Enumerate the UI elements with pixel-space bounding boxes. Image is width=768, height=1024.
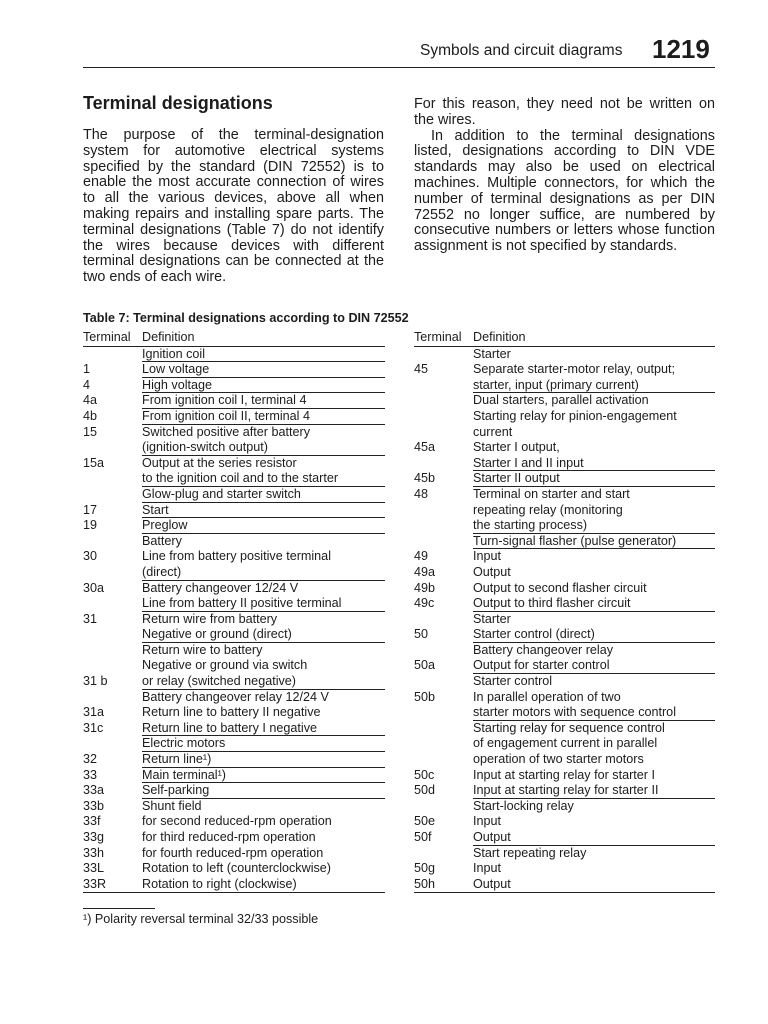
table-row <box>414 347 715 363</box>
table-row <box>414 409 715 425</box>
terminal-definition: Output at the series resistor <box>142 455 297 470</box>
table-row <box>83 721 385 737</box>
terminal-code <box>414 393 473 409</box>
terminal-definition: In parallel operation of two <box>473 689 621 704</box>
table-caption: Table 7: Terminal designations according to DIN 72552 <box>83 311 409 325</box>
table-row <box>83 471 385 487</box>
terminal-code: 50a <box>414 658 436 673</box>
terminal-code: 15 <box>83 424 98 439</box>
table-row <box>83 705 385 721</box>
terminal-definition: Start <box>142 503 385 519</box>
table-row <box>414 643 715 659</box>
table-row <box>83 830 385 846</box>
terminal-code: 49a <box>414 564 436 579</box>
table-row <box>83 674 385 690</box>
terminal-code: 4b <box>83 408 98 423</box>
terminal-code: 33h <box>83 845 105 860</box>
table-body-right <box>414 347 715 894</box>
terminal-definition: Output <box>473 876 511 891</box>
table-row <box>83 378 385 394</box>
terminal-code <box>83 596 142 612</box>
column-header-terminal: Terminal <box>414 330 462 344</box>
terminal-definition: Starter I output, <box>473 440 560 455</box>
terminal-code: 49b <box>414 580 436 595</box>
table-row <box>83 861 385 877</box>
terminal-code: 50e <box>414 814 436 829</box>
table-row <box>83 503 385 519</box>
table-row <box>414 705 715 721</box>
terminal-code: 33f <box>83 814 101 829</box>
terminal-code: 31c <box>83 720 104 735</box>
table-row <box>83 534 385 550</box>
terminal-definition: Starting relay for sequence control <box>473 720 665 735</box>
table-row <box>414 814 715 830</box>
body-paragraph: In addition to the terminal designations listed, designations according to DIN VDE standards may also be used on electrical machines. Multiple connectors, for which the number of terminal designations as per DIN 72552 no longer suffice, are numbered by consecutive numbers or letters whose function assignment is not specified by standards. <box>414 127 715 255</box>
footnote: ¹) Polarity reversal terminal 32/33 possible <box>83 912 319 926</box>
table-row <box>83 456 385 472</box>
terminal-code: 50g <box>414 861 436 876</box>
terminal-definition: Return wire from battery <box>142 611 278 626</box>
table-row <box>414 534 715 550</box>
terminal-code <box>414 347 473 363</box>
terminal-code: 33b <box>83 798 105 813</box>
table-row <box>414 768 715 784</box>
terminal-code <box>414 705 473 721</box>
terminal-definition: Start repeating relay <box>473 845 587 860</box>
terminal-definition: Start-locking relay <box>473 798 574 813</box>
terminal-code <box>83 736 142 752</box>
table-row <box>414 736 715 752</box>
terminal-definition: Rotation to left (counterclockwise) <box>142 861 331 876</box>
table-row <box>414 440 715 456</box>
table-row <box>414 627 715 643</box>
terminal-code: 33R <box>83 876 107 891</box>
terminal-definition: Line from battery positive terminal <box>142 549 331 564</box>
terminal-definition: Dual starters, parallel activation <box>473 393 649 408</box>
terminal-definition: Battery <box>142 533 182 548</box>
table-row <box>414 518 715 534</box>
table-row <box>414 362 715 378</box>
table-row <box>83 736 385 752</box>
terminal-definition: Starter <box>473 611 511 626</box>
terminal-definition: Return wire to battery <box>142 642 263 657</box>
table-row <box>414 861 715 877</box>
table-row <box>83 877 385 893</box>
terminal-definition: Starter control (direct) <box>473 627 715 643</box>
terminal-definition: Separate starter-motor relay, output; <box>473 362 676 377</box>
terminal-definition: the starting process) <box>473 518 715 534</box>
terminal-code: 31a <box>83 705 105 720</box>
table-row <box>414 674 715 690</box>
table-row <box>414 581 715 597</box>
terminal-code: 33g <box>83 830 105 844</box>
terminal-definition: Preglow <box>142 518 385 534</box>
terminal-definition: Starter I and II input <box>473 456 715 472</box>
terminal-definition: (direct) <box>142 565 385 581</box>
terminal-definition: Starter control <box>473 674 553 689</box>
terminal-code: 1 <box>83 362 91 377</box>
terminal-definition: Glow-plug and starter switch <box>142 487 385 503</box>
table-row <box>414 612 715 628</box>
table-row <box>414 721 715 737</box>
table-row <box>83 347 385 363</box>
table-row <box>83 658 385 674</box>
terminal-code <box>414 378 473 394</box>
terminal-code: 48 <box>414 486 429 501</box>
terminal-code: 31 b <box>83 674 108 689</box>
table-row <box>83 690 385 706</box>
terminal-definition: current <box>473 424 513 439</box>
terminal-definition: Input <box>473 814 502 829</box>
column-header-terminal: Terminal <box>83 330 131 344</box>
terminal-code: 50 <box>414 627 429 642</box>
terminal-code: 50f <box>414 830 432 844</box>
terminal-definition: Battery changeover relay <box>473 642 614 657</box>
terminal-definition: Output <box>473 564 511 579</box>
running-header-section: Symbols and circuit diagrams <box>420 42 623 59</box>
terminal-definition: Negative or ground via switch <box>142 658 308 673</box>
table-row <box>83 581 385 597</box>
terminal-code: 45b <box>414 471 436 486</box>
table-row <box>414 487 715 503</box>
table-body-left <box>83 347 385 894</box>
terminal-definition: Output to second flasher circuit <box>473 580 647 595</box>
terminal-definition: Starter II output <box>473 471 715 487</box>
terminal-code <box>83 471 142 487</box>
terminal-code: 33a <box>83 783 105 798</box>
table-row <box>83 409 385 425</box>
terminal-definition: starter, input (primary current) <box>473 378 715 394</box>
body-paragraph: The purpose of the terminal-designation system for automotive electrical systems specified by the standard (DIN 72552) is to enable the most accurate connection of wires to all the various devices, above all when making repairs and installing spare parts. The terminal designations (Table 7) do not identify the wires because devices with different terminal designations can be connected at the two ends of each wire. <box>83 127 384 286</box>
terminal-code <box>414 534 473 550</box>
table-row <box>83 487 385 503</box>
terminal-definition: Return line to battery I negative <box>142 721 385 737</box>
terminal-definition: for third reduced-rpm operation <box>142 830 316 844</box>
table-row <box>83 768 385 784</box>
terminal-code: 19 <box>83 518 98 533</box>
terminal-code <box>83 565 142 581</box>
table-row <box>83 440 385 456</box>
terminal-code: 45a <box>414 440 436 455</box>
terminal-definition: Negative or ground (direct) <box>142 627 385 643</box>
terminal-definition: Starting relay for pinion-engagement <box>473 408 677 423</box>
table-row <box>83 783 385 799</box>
table-row <box>83 846 385 862</box>
terminal-code: 50b <box>414 689 436 704</box>
terminal-table-left <box>83 330 385 893</box>
terminal-definition: Self-parking <box>142 783 385 799</box>
terminal-code: 30a <box>83 580 105 595</box>
terminal-code: 15a <box>83 455 105 470</box>
terminal-code <box>83 643 142 659</box>
terminal-definition: Ignition coil <box>142 347 385 363</box>
right-text-column <box>414 97 715 255</box>
terminal-code <box>414 674 473 690</box>
table-row <box>83 627 385 643</box>
terminal-definition: Low voltage <box>142 362 385 378</box>
terminal-code: 50c <box>414 767 435 782</box>
terminal-code <box>83 627 142 643</box>
terminal-definition: Return line¹) <box>142 752 385 768</box>
terminal-definition: repeating relay (monitoring <box>473 502 623 517</box>
table-row <box>414 565 715 581</box>
terminal-code: 17 <box>83 502 98 517</box>
terminal-code <box>414 721 473 737</box>
terminal-code: 32 <box>83 752 98 767</box>
terminal-code <box>414 409 473 425</box>
table-row <box>83 518 385 534</box>
terminal-definition: Shunt field <box>142 798 202 813</box>
terminal-definition: From ignition coil II, terminal 4 <box>142 409 385 425</box>
terminal-definition: or relay (switched negative) <box>142 674 385 690</box>
header-rule <box>83 67 715 68</box>
terminal-definition: Switched positive after battery <box>142 424 310 439</box>
terminal-code <box>83 690 142 706</box>
table-row <box>414 425 715 441</box>
terminal-code: 33L <box>83 861 105 876</box>
column-header-definition: Definition <box>473 330 526 344</box>
terminal-code: 50d <box>414 783 436 798</box>
terminal-code <box>83 534 142 550</box>
table-row <box>414 846 715 862</box>
terminal-definition: From ignition coil I, terminal 4 <box>142 393 385 409</box>
terminal-code <box>83 658 142 674</box>
terminal-definition: Output to third flasher circuit <box>473 596 715 612</box>
table-row <box>414 471 715 487</box>
terminal-definition: (ignition-switch output) <box>142 440 385 456</box>
terminal-code: 33 <box>83 767 98 782</box>
terminal-definition: Battery changeover relay 12/24 V <box>142 689 329 704</box>
table-row <box>414 690 715 706</box>
terminal-code: 50h <box>414 876 436 891</box>
terminal-code <box>414 736 473 752</box>
terminal-definition: Electric motors <box>142 736 385 752</box>
table-row <box>83 549 385 565</box>
table-row <box>414 393 715 409</box>
table-row <box>83 752 385 768</box>
table-row <box>83 612 385 628</box>
terminal-definition: Terminal on starter and start <box>473 486 630 501</box>
terminal-code <box>414 612 473 628</box>
terminal-code <box>414 518 473 534</box>
terminal-code: 45 <box>414 362 429 377</box>
table-row <box>414 877 715 893</box>
terminal-definition: to the ignition coil and to the starter <box>142 471 385 487</box>
terminal-definition: Output <box>473 830 715 846</box>
terminal-code <box>414 799 473 815</box>
left-text-column <box>83 128 384 286</box>
terminal-definition: for fourth reduced-rpm operation <box>142 845 324 860</box>
terminal-definition: of engagement current in parallel <box>473 736 658 751</box>
terminal-table-right <box>414 330 715 893</box>
terminal-definition: Line from battery II positive terminal <box>142 596 385 612</box>
terminal-code <box>414 643 473 659</box>
terminal-definition: Battery changeover 12/24 V <box>142 580 299 595</box>
table-row <box>414 799 715 815</box>
table-row <box>414 378 715 394</box>
terminal-definition: Main terminal¹) <box>142 768 385 784</box>
terminal-definition: Input at starting relay for starter I <box>473 767 655 782</box>
table-header-row <box>83 330 385 347</box>
terminal-code: 49 <box>414 549 429 564</box>
terminal-definition: Input <box>473 861 502 876</box>
terminal-definition: Starter <box>473 346 511 361</box>
body-paragraph: For this reason, they need not be written on the wires. <box>414 96 715 128</box>
table-row <box>83 596 385 612</box>
terminal-code <box>414 752 473 768</box>
table-row <box>414 456 715 472</box>
table-row <box>83 565 385 581</box>
terminal-definition: Return line to battery II negative <box>142 705 321 720</box>
table-row <box>414 830 715 846</box>
terminal-definition: High voltage <box>142 378 385 394</box>
table-row <box>83 643 385 659</box>
table-row <box>414 596 715 612</box>
terminal-definition: Rotation to right (clockwise) <box>142 876 297 891</box>
terminal-code <box>414 503 473 519</box>
terminal-definition: Output for starter control <box>473 658 715 674</box>
terminal-code <box>83 347 142 363</box>
page-number: 1219 <box>652 34 710 64</box>
table-header-row <box>414 330 715 347</box>
terminal-definition: Turn-signal flasher (pulse generator) <box>473 534 715 550</box>
terminal-code: 30 <box>83 549 98 564</box>
terminal-definition: operation of two starter motors <box>473 752 644 767</box>
terminal-code: 4a <box>83 393 98 408</box>
footnote-rule <box>83 908 155 909</box>
table-row <box>414 783 715 799</box>
section-title: Terminal designations <box>83 93 273 113</box>
terminal-code <box>414 425 473 441</box>
table-row <box>414 658 715 674</box>
terminal-definition: Input at starting relay for starter II <box>473 783 715 799</box>
column-header-definition: Definition <box>142 330 195 344</box>
table-row <box>414 752 715 768</box>
table-row <box>414 549 715 565</box>
terminal-code: 49c <box>414 596 435 611</box>
table-row <box>83 425 385 441</box>
table-row <box>83 799 385 815</box>
terminal-definition: Input <box>473 549 502 564</box>
table-row <box>83 393 385 409</box>
terminal-code <box>414 456 473 472</box>
terminal-code: 31 <box>83 611 98 626</box>
terminal-definition: starter motors with sequence control <box>473 705 715 721</box>
table-row <box>83 362 385 378</box>
table-row <box>414 503 715 519</box>
terminal-code <box>83 440 142 456</box>
terminal-code <box>414 846 473 862</box>
terminal-code: 4 <box>83 377 91 392</box>
terminal-code <box>83 487 142 503</box>
table-row <box>83 814 385 830</box>
terminal-definition: for second reduced-rpm operation <box>142 814 332 829</box>
